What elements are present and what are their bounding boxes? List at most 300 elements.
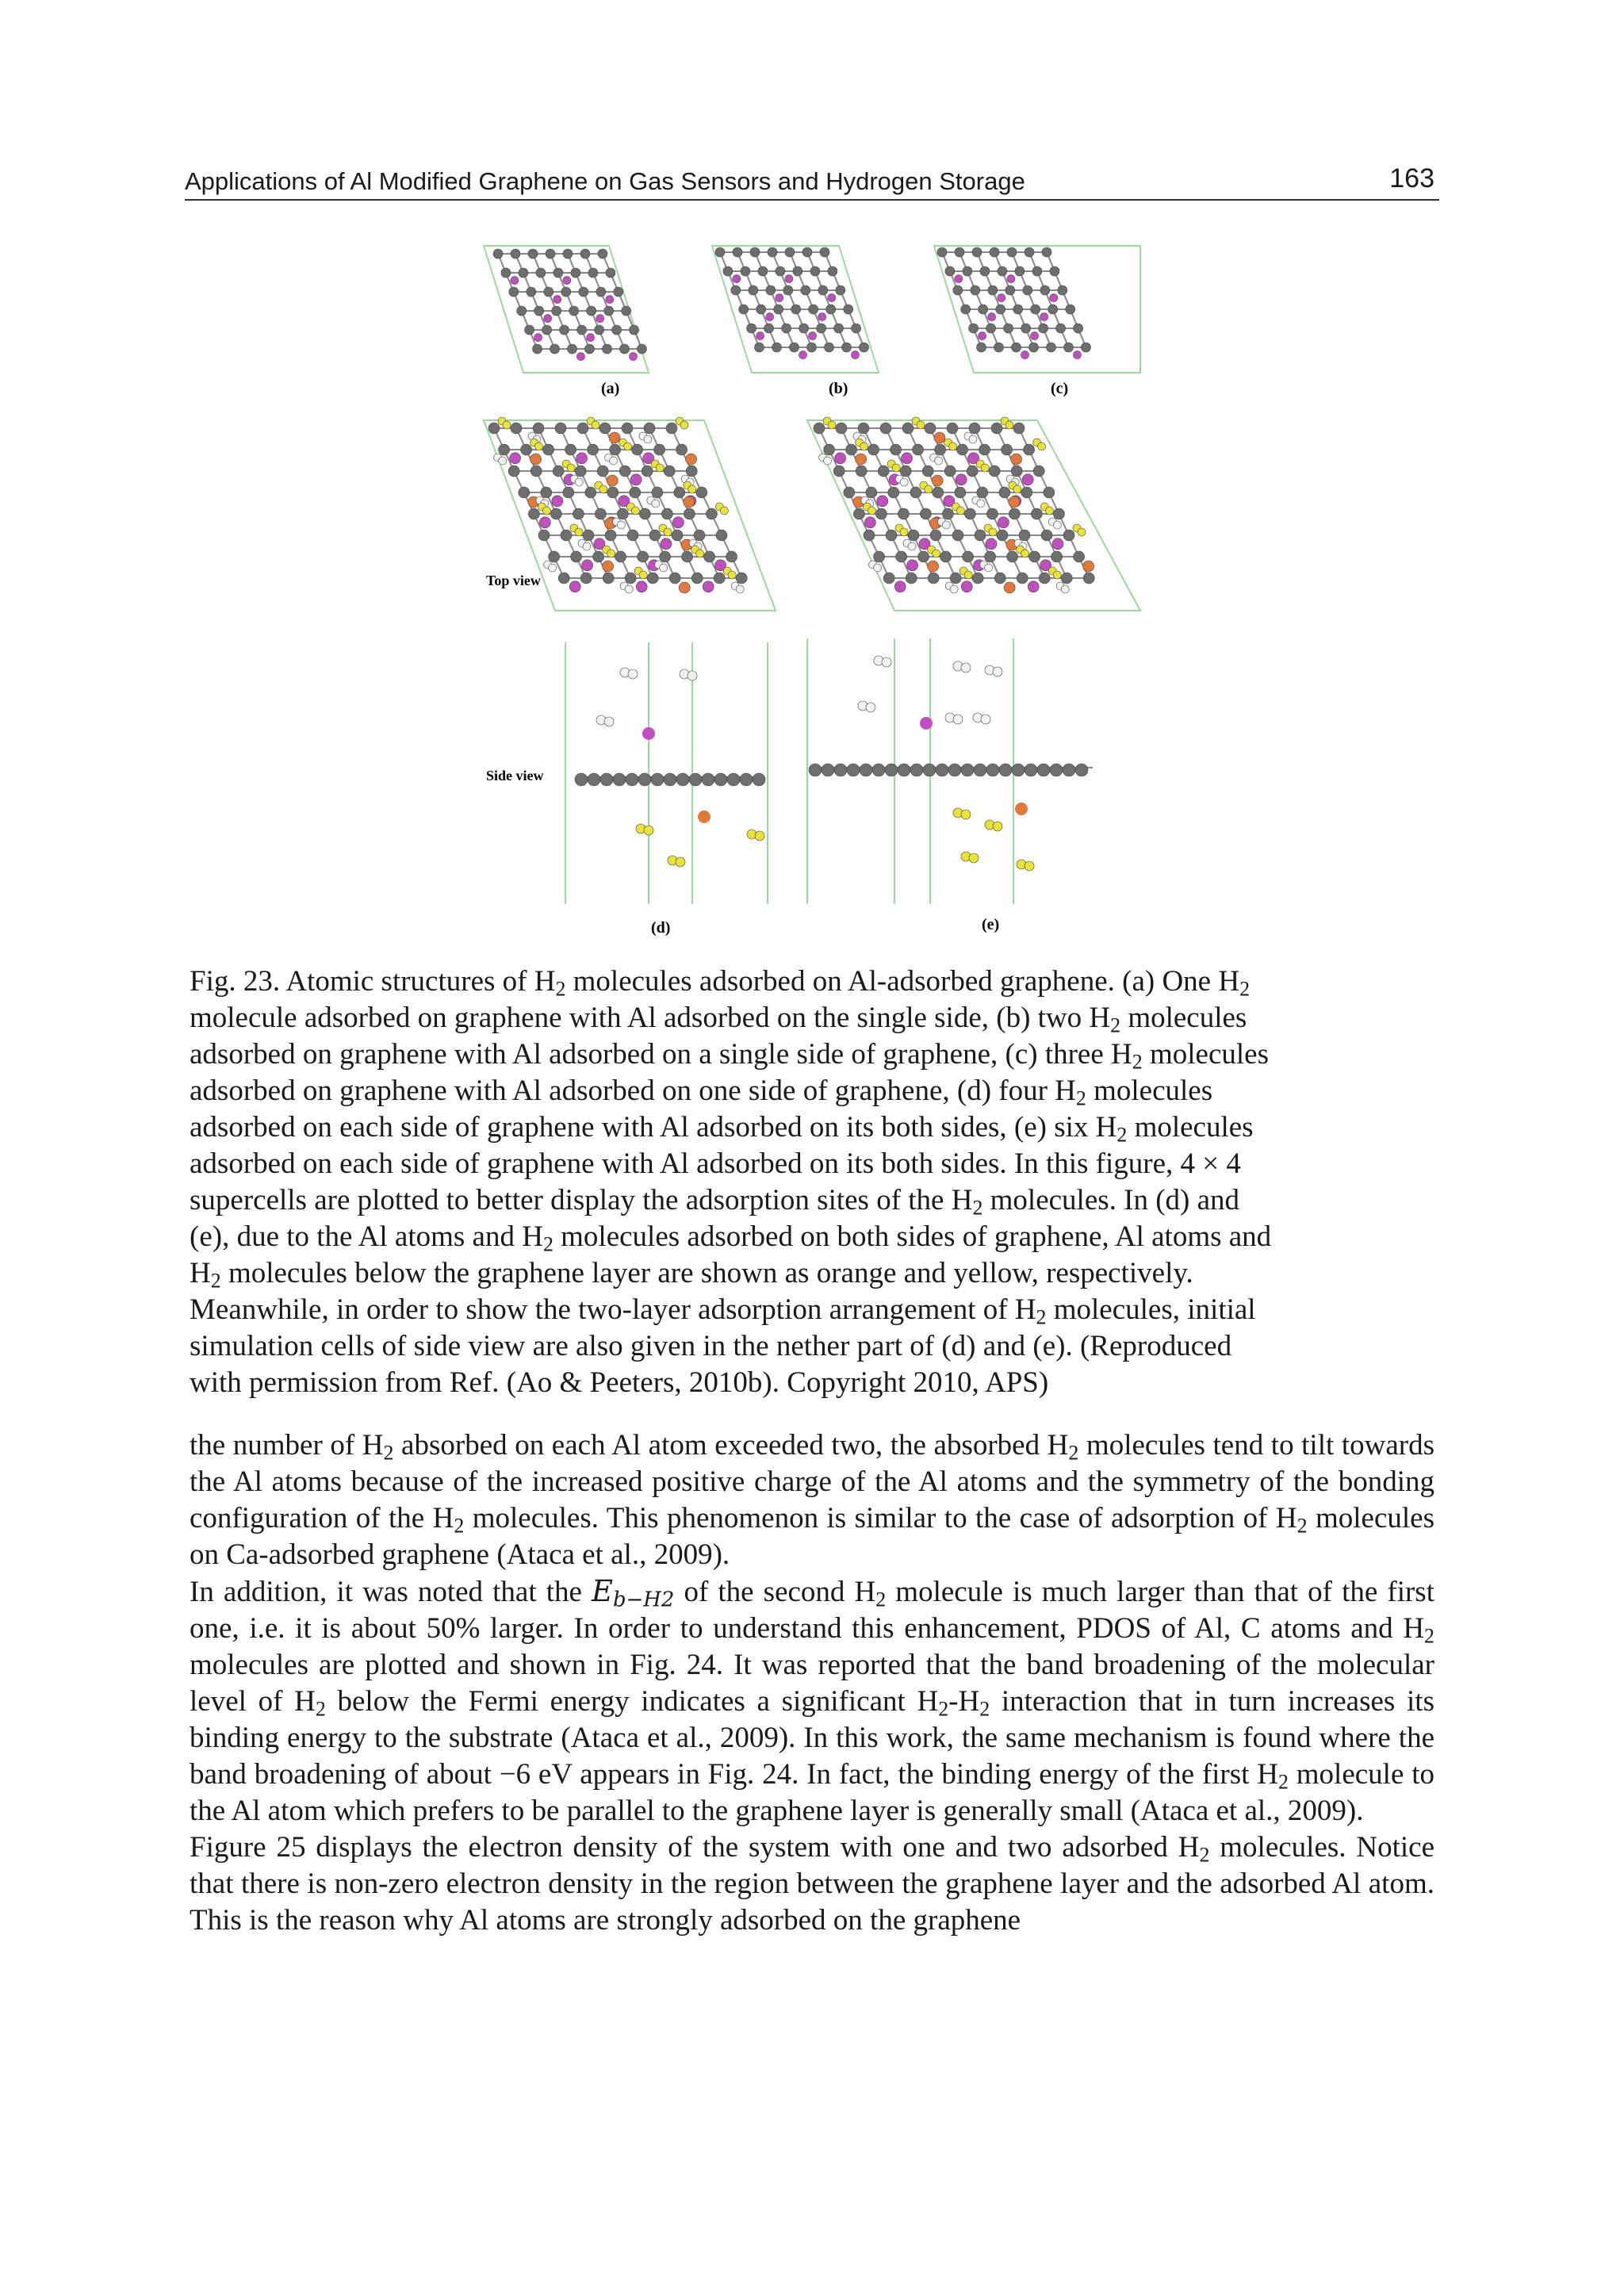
aluminium-atom	[864, 517, 875, 528]
aluminium-atom	[630, 474, 642, 485]
carbon-atom	[750, 247, 760, 257]
aluminium-atom	[1007, 275, 1015, 283]
aluminium-atom	[1028, 581, 1039, 592]
aluminium-atom	[818, 313, 826, 321]
carbon-atom	[603, 344, 612, 354]
carbon-atom	[607, 487, 619, 498]
carbon-atom	[947, 423, 958, 434]
caption-text: molecules	[1127, 1111, 1254, 1144]
hydrogen-atom	[828, 421, 836, 429]
aluminium-atom	[756, 332, 764, 340]
subscript: 2	[555, 977, 566, 1001]
carbon-atom	[826, 305, 836, 314]
carbon-atom	[920, 508, 931, 519]
carbon-atom	[801, 285, 810, 295]
caption-line	[190, 1073, 1434, 1109]
carbon-atom	[613, 773, 626, 786]
carbon-atom	[935, 444, 946, 455]
carbon-atom	[528, 508, 539, 519]
carbon-atom	[614, 287, 623, 297]
aluminium-atom	[511, 277, 519, 285]
carbon-atom	[964, 508, 975, 519]
aluminium-atom	[1021, 351, 1029, 359]
hydrogen-atom	[981, 715, 990, 724]
paragraph-text: molecules are plotted and shown in Fig. 24. It was reported that the band broadening of the molecular level of H	[190, 1649, 1434, 1718]
paragraph-text: In addition, it was noted that the	[190, 1576, 592, 1608]
carbon-atom	[569, 306, 579, 316]
carbon-atom	[1044, 487, 1055, 498]
carbon-atom	[622, 423, 633, 434]
carbon-atom	[1015, 266, 1025, 276]
aluminium-atom	[606, 296, 614, 304]
carbon-atom	[686, 465, 697, 477]
carbon-atom	[1050, 266, 1059, 276]
carbon-atom	[549, 551, 560, 562]
panel-e-side-view	[807, 638, 1093, 904]
paragraph-2	[190, 1573, 1434, 1829]
carbon-atom	[568, 344, 577, 354]
aluminium-atom	[1031, 332, 1039, 340]
carbon-atom	[986, 764, 999, 776]
carbon-atom	[1061, 573, 1072, 584]
carbon-atom	[1083, 573, 1094, 584]
aluminium-atom	[928, 561, 939, 572]
carbon-atom	[733, 247, 742, 257]
aluminium-atom	[539, 517, 550, 528]
hydrogen-atom	[676, 857, 685, 867]
carbon-atom	[580, 249, 590, 259]
carbon-atom	[972, 247, 982, 257]
caption-text: (e), due to the Al atoms and H	[190, 1220, 543, 1253]
carbon-atom	[585, 487, 596, 498]
carbon-atom	[1004, 324, 1013, 333]
carbon-atom	[597, 465, 608, 477]
carbon-atom	[542, 325, 552, 335]
carbon-atom	[553, 268, 563, 278]
aluminium-atom	[1040, 313, 1048, 321]
carbon-atom	[925, 423, 936, 434]
caption-text: adsorbed on each side of graphene with Al adsorbed on its both sides, (e) six H	[190, 1111, 1117, 1144]
carbon-atom	[885, 764, 898, 776]
carbon-atom	[846, 444, 857, 455]
carbon-atom	[953, 285, 963, 295]
carbon-atom	[860, 343, 869, 352]
hydrogen-atom	[993, 822, 1002, 831]
aluminium-atom	[609, 432, 620, 443]
carbon-atom	[891, 444, 902, 455]
carbon-atom	[652, 487, 663, 498]
carbon-atom	[836, 423, 847, 434]
carbon-atom	[999, 764, 1012, 776]
carbon-atom	[620, 344, 630, 354]
aluminium-atom	[544, 315, 552, 323]
aluminium-atom	[684, 496, 695, 508]
carbon-atom	[824, 444, 835, 455]
carbon-atom	[828, 266, 837, 276]
subscript: 2	[1199, 1843, 1210, 1867]
carbon-atom	[511, 249, 520, 259]
carbon-atom	[888, 487, 899, 498]
carbon-atom	[782, 324, 791, 333]
caption-text: molecules	[1086, 1075, 1213, 1107]
carbon-atom	[691, 573, 703, 584]
carbon-atom	[979, 305, 988, 314]
carbon-atom	[1025, 247, 1034, 257]
carbon-atom	[740, 773, 753, 786]
carbon-atom	[521, 444, 532, 455]
carbon-atom	[694, 530, 705, 541]
carbon-atom	[702, 773, 714, 786]
carbon-atom	[596, 287, 606, 297]
carbon-atom	[753, 773, 765, 786]
carbon-atom	[1082, 343, 1091, 352]
carbon-atom	[731, 285, 741, 295]
carbon-atom	[913, 444, 924, 455]
carbon-atom	[1024, 444, 1035, 455]
panel-label-d: (d)	[651, 919, 671, 937]
carbon-atom	[866, 487, 877, 498]
carbon-atom	[595, 325, 604, 335]
carbon-atom	[575, 773, 588, 786]
hydrogen-atom	[953, 715, 963, 724]
carbon-atom	[689, 773, 702, 786]
carbon-atom	[561, 287, 571, 297]
carbon-atom	[533, 344, 542, 354]
carbon-atom	[955, 487, 966, 498]
carbon-atom	[898, 764, 910, 776]
running-title: Applications of Al Modified Graphene on Gas Sensors and Hydrogen Storage	[185, 167, 1025, 195]
carbon-atom	[600, 773, 613, 786]
carbon-atom	[499, 444, 510, 455]
carbon-atom	[519, 268, 528, 278]
carbon-atom	[543, 444, 554, 455]
aluminium-atom	[998, 517, 1009, 528]
hydrogen-atom	[981, 464, 989, 472]
carbon-atom	[558, 573, 569, 584]
carbon-atom	[509, 287, 519, 297]
hydrogen-atom	[535, 442, 543, 450]
hydrogen-atom	[917, 421, 925, 429]
carbon-atom	[622, 306, 631, 316]
carbon-atom	[844, 487, 855, 498]
hydrogen-atom	[882, 657, 891, 667]
carbon-atom	[847, 764, 860, 776]
carbon-atom	[957, 444, 968, 455]
carbon-atom	[977, 487, 988, 498]
carbon-atom	[575, 465, 586, 477]
carbon-atom	[638, 344, 647, 354]
paragraph-text: molecules. Notice that there is non-zero electron density in the region between the graphene layer and the adsorbed Al atom. This is the reason why Al atoms are strongly adsorbed on the graphene	[190, 1831, 1434, 1937]
aluminium-atom	[907, 560, 918, 571]
carbon-atom	[1031, 305, 1040, 314]
carbon-atom	[834, 324, 844, 333]
carbon-atom	[604, 306, 614, 316]
hydrogen-atom	[656, 464, 664, 472]
carbon-atom	[986, 324, 996, 333]
caption-text: molecules adsorbed on both sides of graphene, Al atoms and	[553, 1220, 1272, 1253]
carbon-atom	[605, 530, 616, 541]
carbon-atom	[858, 423, 869, 434]
aluminium-atom	[828, 294, 836, 302]
carbon-atom	[906, 573, 917, 584]
carbon-atom	[955, 247, 964, 257]
hydrogen-atom	[728, 571, 736, 579]
aluminium-atom	[956, 474, 967, 485]
aluminium-atom	[577, 353, 585, 361]
hydrogen-atom	[1061, 585, 1069, 593]
carbon-atom	[676, 773, 689, 786]
subscript: 2	[979, 1697, 990, 1721]
carbon-atom	[606, 268, 615, 278]
carbon-atom	[1041, 530, 1052, 541]
hydrogen-atom	[942, 521, 950, 529]
hydrogen-atom	[874, 564, 882, 572]
carbon-atom	[883, 573, 894, 584]
carbon-atom	[774, 305, 783, 314]
subscript: 2	[383, 1441, 394, 1465]
carbon-atom	[546, 249, 555, 259]
page-number: 163	[1389, 163, 1434, 193]
caption-text: adsorbed on graphene with Al adsorbed on one side of graphene, (d) four H	[190, 1075, 1076, 1107]
carbon-atom	[588, 444, 599, 455]
carbon-atom	[999, 487, 1010, 498]
carbon-atom	[1050, 764, 1063, 776]
carbon-atom	[997, 530, 1008, 541]
carbon-atom	[610, 444, 621, 455]
carbon-atom	[994, 573, 1005, 584]
paragraph-text: absorbed on each Al atom exceeded two, the absorbed H	[393, 1429, 1069, 1462]
carbon-atom	[1017, 573, 1028, 584]
hydrogen-atom	[688, 485, 696, 493]
hydrogen-atom	[964, 571, 972, 579]
subscript: 2	[542, 1232, 553, 1256]
carbon-atom	[538, 530, 550, 541]
aluminium-atom	[799, 351, 807, 359]
aluminium-atom	[856, 454, 867, 465]
hydrogen-atom	[755, 831, 764, 841]
carbon-atom	[945, 266, 955, 276]
subscript: 2	[938, 1697, 949, 1721]
hydrogen-atom	[985, 564, 993, 572]
carbon-atom	[783, 285, 793, 295]
caption-line	[190, 1109, 1434, 1146]
panel-b-structure	[712, 246, 879, 373]
carbon-atom	[654, 444, 665, 455]
subscript: 2	[1424, 1624, 1434, 1648]
carbon-atom	[969, 324, 979, 333]
caption-line	[190, 1146, 1434, 1182]
hydrogen-atom	[868, 507, 875, 515]
subscript: b−H2	[613, 1588, 675, 1612]
aluminium-atom	[587, 334, 595, 342]
carbon-atom	[814, 423, 825, 434]
aluminium-atom	[582, 560, 593, 571]
carbon-atom	[595, 508, 606, 519]
carbon-atom	[807, 343, 817, 352]
top-view-label: Top view	[486, 573, 541, 588]
hydrogen-atom	[1025, 861, 1034, 871]
carbon-atom	[1075, 764, 1088, 776]
hydrogen-atom	[542, 507, 550, 515]
hydrogen-atom	[956, 507, 964, 515]
carbon-atom	[583, 530, 594, 541]
aluminium-atom	[785, 275, 793, 283]
carbon-atom	[969, 423, 980, 434]
paragraph-1	[190, 1427, 1434, 1573]
carbon-atom	[875, 508, 887, 519]
carbon-atom	[544, 287, 553, 297]
carbon-atom	[550, 344, 560, 354]
aluminium-atom	[1011, 454, 1022, 465]
carbon-atom	[940, 551, 952, 562]
carbon-atom	[972, 573, 983, 584]
aluminium-atom	[607, 475, 618, 486]
paragraph-text: interaction that in turn increases its binding energy to the substrate (Ataca et al., 2009). In this work, the same mechanism is found where the band broadening of about −6 eV appears in Fig. 24. In fact, the binding energy of the first H	[190, 1685, 1434, 1791]
carbon-atom	[588, 773, 600, 786]
carbon-atom	[517, 306, 527, 316]
carbon-atom	[948, 764, 961, 776]
carbon-atom	[991, 423, 1002, 434]
aluminium-atom	[563, 277, 571, 285]
hydrogen-atom	[736, 585, 744, 593]
carbon-atom	[714, 773, 727, 786]
carbon-atom	[758, 266, 768, 276]
aluminium-atom	[552, 496, 563, 507]
subscript: 2	[1036, 1305, 1047, 1329]
carbon-atom	[493, 249, 503, 259]
carbon-atom	[776, 266, 785, 276]
hydrogen-atom	[900, 478, 908, 486]
aluminium-atom	[1074, 351, 1082, 359]
paragraph-text: below the Fermi energy indicates a significant H	[325, 1685, 939, 1718]
carbon-atom	[1051, 551, 1063, 562]
carbon-atom	[864, 530, 875, 541]
carbon-atom	[898, 508, 909, 519]
carbon-atom	[571, 551, 582, 562]
carbon-atom	[766, 285, 776, 295]
hydrogen-atom	[617, 521, 625, 529]
carbon-atom	[530, 465, 542, 477]
carbon-atom	[625, 573, 636, 584]
aluminium-atom	[553, 296, 561, 304]
caption-text: supercells are plotted to better display the adsorption sites of the H	[190, 1184, 973, 1216]
carbon-atom	[755, 343, 764, 352]
hydrogen-atom	[599, 485, 607, 493]
carbon-atom	[488, 423, 500, 434]
caption-line	[190, 1255, 1434, 1292]
subscript: 2	[1132, 1050, 1143, 1074]
carbon-atom	[1063, 530, 1074, 541]
carbon-atom	[612, 325, 622, 335]
carbon-atom	[1021, 487, 1032, 498]
aluminium-atom	[686, 454, 697, 465]
carbon-atom	[1029, 343, 1039, 352]
aluminium-atom	[603, 561, 614, 572]
aluminium-atom	[776, 294, 783, 302]
carbon-atom	[856, 465, 867, 477]
carbon-atom	[639, 508, 650, 519]
carbon-atom	[910, 487, 921, 498]
subscript: 2	[1297, 1514, 1308, 1538]
paragraph-text: molecules on Ca-adsorbed graphene (Ataca et al., 2009).	[190, 1502, 1434, 1571]
carbon-atom	[878, 465, 889, 477]
carbon-atom	[950, 573, 961, 584]
carbon-atom	[534, 306, 544, 316]
carbon-atom	[942, 508, 953, 519]
carbon-atom	[977, 343, 986, 352]
carbon-atom	[1039, 573, 1050, 584]
carbon-atom	[714, 573, 725, 584]
carbon-atom	[852, 324, 861, 333]
panel-c-structure	[934, 246, 1140, 373]
hydrogen-atom	[993, 667, 1002, 676]
carbon-atom	[541, 487, 552, 498]
aluminium-atom	[636, 581, 647, 592]
caption-line	[190, 1036, 1434, 1073]
caption-text: adsorbed on graphene with Al adsorbed on a single side of graphene, (c) three H	[190, 1038, 1132, 1071]
carbon-atom	[647, 573, 658, 584]
carbon-atom	[726, 551, 737, 562]
carbon-atom	[1032, 266, 1042, 276]
aluminium-atom	[988, 313, 996, 321]
carbon-atom	[1040, 285, 1050, 295]
hydrogen-atom	[575, 528, 583, 536]
subscript: 2	[1116, 1123, 1128, 1147]
paragraph-text: molecules. This phenomenon is similar to the case of adsorption of H	[464, 1502, 1297, 1534]
binding-energy-symbol: E	[592, 1574, 614, 1608]
carbon-atom	[577, 423, 588, 434]
carbon-atom	[961, 305, 971, 314]
carbon-atom	[664, 773, 676, 786]
carbon-atom	[833, 465, 845, 477]
carbon-atom	[880, 423, 891, 434]
hydrogen-atom	[660, 564, 668, 572]
carbon-atom	[561, 530, 572, 541]
panel-label-b: (b)	[829, 380, 848, 397]
carbon-atom	[998, 266, 1007, 276]
aluminium-atom	[1052, 538, 1063, 550]
hydrogen-atom	[1045, 507, 1053, 515]
hydrogen-atom	[628, 669, 638, 679]
carbon-atom	[552, 306, 561, 316]
carbon-atom	[768, 247, 777, 257]
aluminium-atom	[733, 275, 741, 283]
hydrogen-atom	[1053, 571, 1061, 579]
caption-text: simulation cells of side view are also given in the nether part of (d) and (e). (Reproduced	[190, 1330, 1232, 1362]
carbon-atom	[922, 465, 933, 477]
figure-23	[482, 238, 1148, 944]
carbon-atom	[577, 325, 587, 335]
carbon-atom	[1048, 305, 1058, 314]
carbon-atom	[626, 773, 638, 786]
carbon-atom	[1037, 764, 1050, 776]
carbon-atom	[979, 444, 990, 455]
carbon-atom	[825, 343, 834, 352]
hydrogen-atom	[1038, 442, 1046, 450]
hydrogen-atom	[908, 542, 916, 550]
carbon-atom	[706, 508, 717, 519]
aluminium-atom	[998, 294, 1005, 302]
carbon-atom	[1007, 551, 1018, 562]
carbon-atom	[684, 508, 695, 519]
carbon-atom	[974, 764, 986, 776]
subscript: 2	[875, 1588, 887, 1611]
hydrogen-atom	[607, 550, 615, 557]
caption-line	[190, 1328, 1434, 1365]
paragraph-text: -H	[948, 1685, 980, 1718]
carbon-atom	[944, 465, 956, 477]
carbon-atom	[716, 530, 727, 541]
